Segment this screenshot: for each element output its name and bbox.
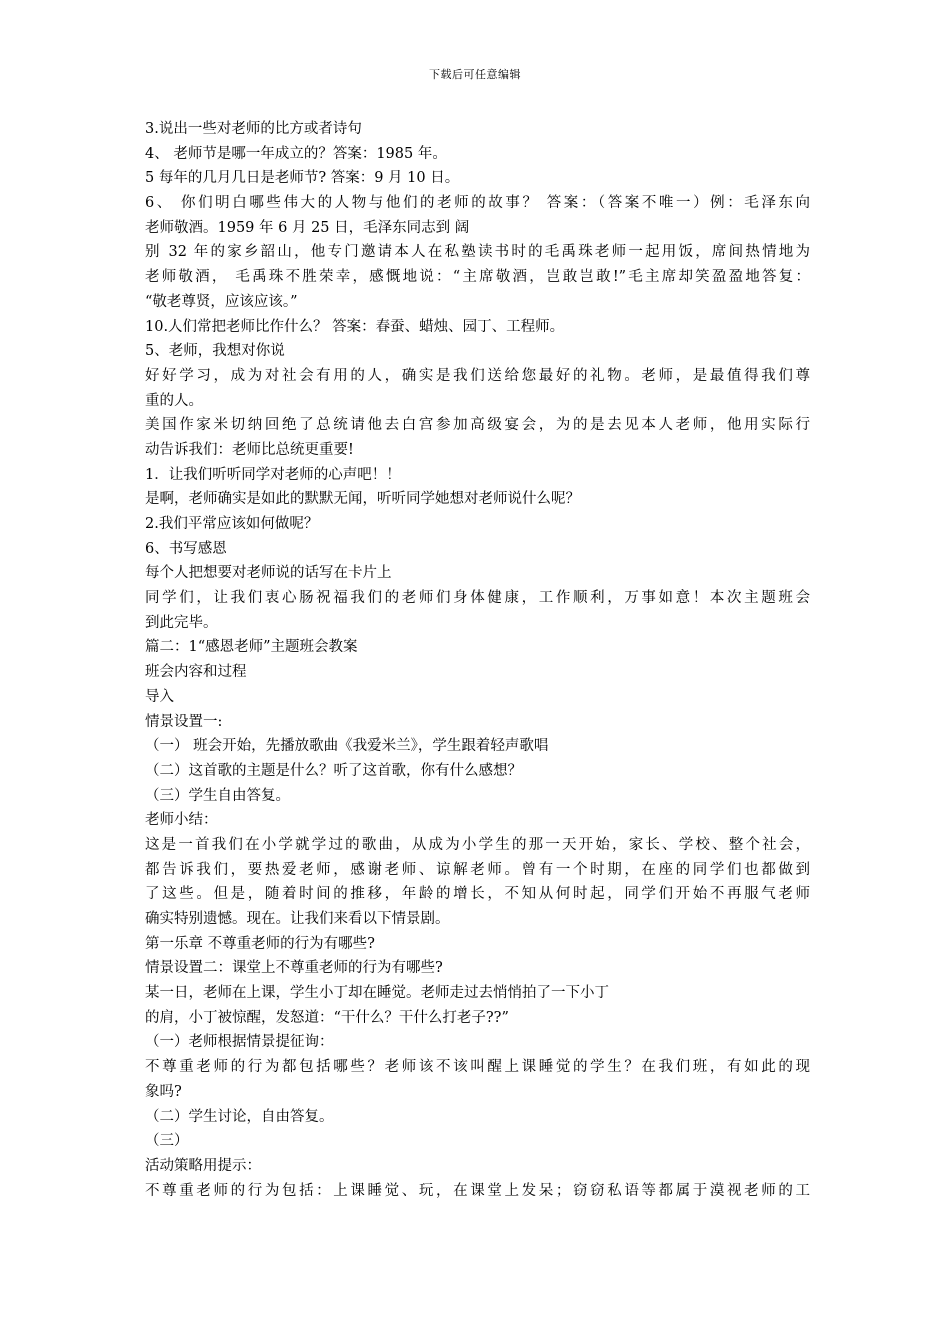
text-line: 5、老师，我想对你说	[145, 343, 285, 360]
text-line: 篇二：1“感恩老师”主题班会教案	[145, 639, 358, 656]
text-line: 情景设置二：课堂上不尊重老师的行为有哪些?	[145, 960, 443, 977]
text-line: 情景设置一:	[145, 713, 223, 730]
text-line: 同学们，让我们衷心肠祝福我们的老师们身体健康，工作顺利，万事如意！本次主题班会	[145, 590, 810, 607]
text-line: 导入	[145, 688, 174, 705]
text-line: 好好学习，成为对社会有用的人，确实是我们送给您最好的礼物。老师，是最值得我们尊	[145, 367, 810, 384]
text-line: 每个人把想要对老师说的话写在卡片上	[145, 565, 392, 582]
text-line: 某一日，老师在上课，学生小丁却在睡觉。老师走过去悄悄拍了一下小丁	[145, 985, 609, 1002]
text-line: 5 每年的几月几日是老师节? 答案：9 月 10 日。	[145, 170, 460, 187]
text-line: （一） 班会开始，先播放歌曲《我爱米兰》，学生跟着轻声歌唱	[145, 738, 549, 755]
text-line: 动告诉我们：老师比总统更重要!	[145, 441, 354, 458]
text-line: 活动策略用提示：	[145, 1157, 261, 1174]
text-line: 6、书写感恩	[145, 540, 227, 557]
text-line: 的肩，小丁被惊醒，发怒道：“干什么？干什么打老子??”	[145, 1009, 509, 1026]
text-line: 是啊，老师确实是如此的默默无闻，听听同学她想对老师说什么呢？	[145, 491, 580, 508]
text-line: 重的人。	[145, 392, 203, 409]
text-line: 4、 老师节是哪一年成立的？答案：1985 年。	[145, 145, 447, 162]
text-line: 10.人们常把老师比作什么？ 答案：春蚕、蜡烛、园丁、工程师。	[145, 318, 565, 335]
text-line: 第一乐章 不尊重老师的行为有哪些?	[145, 935, 375, 952]
text-line: 不尊重老师的行为包括：上课睡觉、玩，在课堂上发呆；窃窃私语等都属于漠视老师的工	[145, 1182, 810, 1199]
text-line: 6、 你们明白哪些伟大的人物与他们的老师的故事？ 答案：（答案不唯一）例：毛泽东向	[145, 195, 810, 212]
text-line: 1．让我们听听同学对老师的心声吧！！	[145, 466, 401, 483]
text-line: 别 32 年的家乡韶山，他专门邀请本人在私塾读书时的毛禹珠老师一起用饭，席间热情地为	[145, 244, 810, 261]
text-line: 老师敬酒， 毛禹珠不胜荣幸，感慨地说：“主席敬酒，岂敢岂敢!”毛主席却笑盈盈地答复：	[145, 269, 810, 286]
text-line: 不尊重老师的行为都包括哪些？老师该不该叫醒上课睡觉的学生？在我们班，有如此的现	[145, 1059, 810, 1076]
text-line: （三）学生自由答复。	[145, 787, 290, 804]
text-line: （二）学生讨论，自由答复。	[145, 1108, 334, 1125]
text-line: （三）	[145, 1133, 189, 1150]
page-header: 下载后可任意编辑	[429, 68, 521, 81]
text-line: 老师小结：	[145, 812, 218, 829]
text-line: 班会内容和过程	[145, 664, 247, 681]
text-line: 象吗?	[145, 1083, 182, 1100]
text-line: 美国作家米切纳回绝了总统请他去白宫参加高级宴会，为的是去见本人老师，他用实际行	[145, 417, 810, 434]
text-line: 都告诉我们，要热爱老师，感谢老师、谅解老师。曾有一个时期，在座的同学们也都做到	[145, 861, 810, 878]
text-line: 确实特别遗憾。现在。让我们来看以下情景剧。	[145, 911, 450, 927]
text-line: （二）这首歌的主题是什么？听了这首歌，你有什么感想？	[145, 762, 522, 779]
text-line: “敬老尊贤，应该应该。”	[145, 293, 298, 310]
text-line: （一）老师根据情景提征询：	[145, 1034, 334, 1051]
text-line: 3.说出一些对老师的比方或者诗句	[145, 121, 362, 137]
text-line: 了这些。但是，随着时间的推移，年龄的增长，不知从何时起，同学们开始不再服气老师	[145, 886, 810, 903]
text-line: 2.我们平常应该如何做呢？	[145, 516, 319, 532]
text-line: 到此完毕。	[145, 614, 218, 631]
text-line: 老师敬酒。1959 年 6 月 25 日，毛泽东同志到 阔	[145, 219, 470, 236]
text-line: 这是一首我们在小学就学过的歌曲，从成为小学生的那一天开始，家长、学校、整个社会，	[145, 836, 810, 853]
document-body	[145, 117, 810, 1203]
